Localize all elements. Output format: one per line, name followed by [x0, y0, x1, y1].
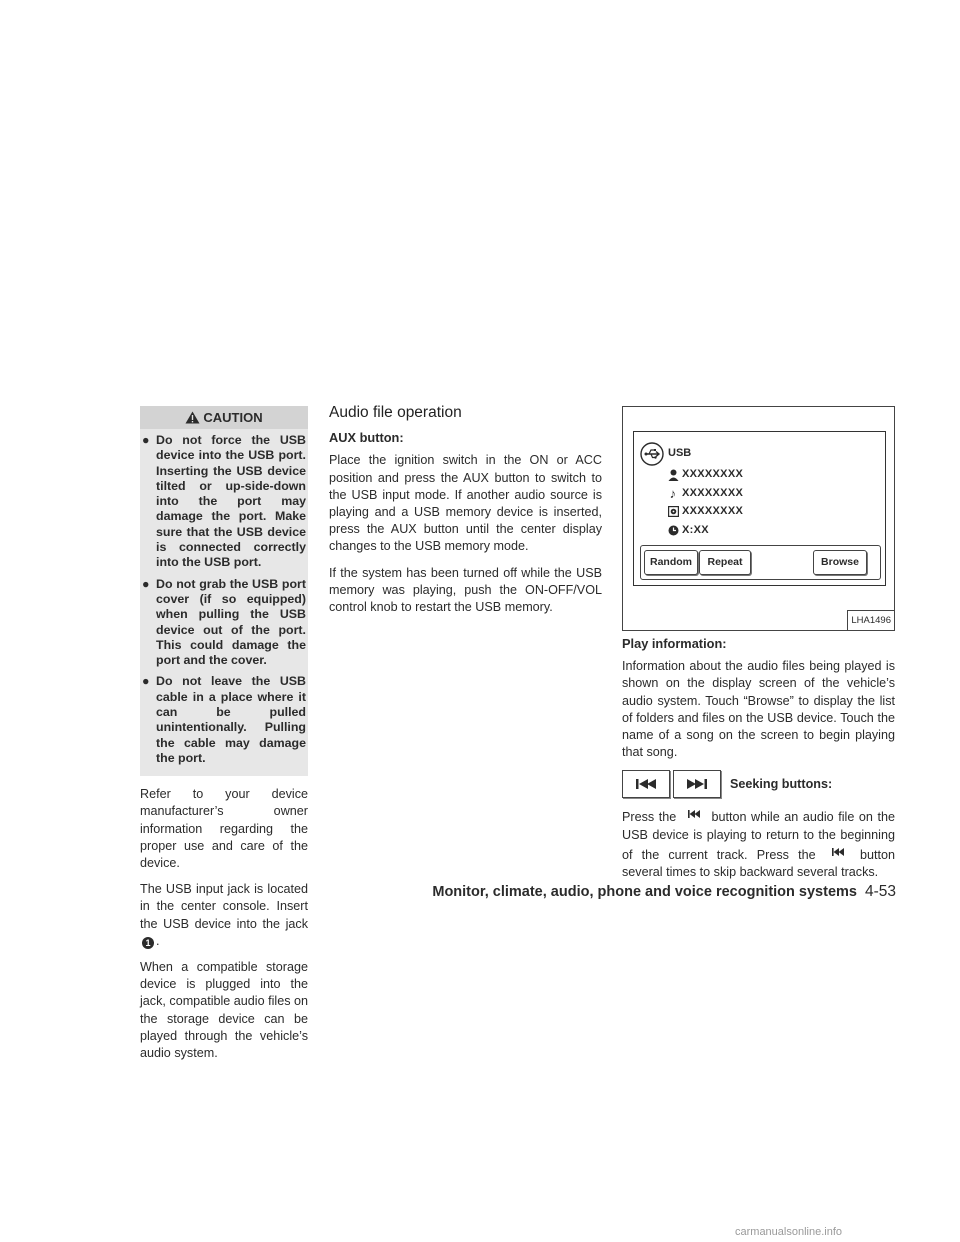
warning-icon	[185, 411, 200, 424]
caution-header	[140, 406, 308, 429]
caution-item: ● Do not force the USB device into the USB port. Inserting the USB device tilted or up-side-down into the port may damage the port. Make sure that the USB device is connected correctly into the USB port.	[142, 433, 306, 570]
skip-back-button[interactable]	[622, 770, 670, 798]
figure-code: LHA1496	[847, 610, 894, 630]
caution-list	[140, 429, 308, 766]
album-icon	[666, 506, 680, 517]
button-bar	[640, 545, 881, 580]
paragraph: The USB input jack is located in the center console. Insert the USB device into the jack1 .	[140, 882, 308, 948]
paragraph: Refer to your device manufacturer’s owner information regarding the proper use and care of the device.	[140, 787, 308, 871]
skip-forward-icon	[686, 778, 708, 790]
caution-item: ● Do not leave the USB cable in a place where it can be pulled unintentionally. Pulling the cable may damage the port.	[142, 674, 306, 765]
usb-screen-figure	[622, 406, 895, 631]
random-button[interactable]: Random	[644, 550, 698, 575]
bullet-icon: ●	[142, 576, 150, 591]
page-number: 4-53	[864, 883, 896, 900]
browse-button[interactable]: Browse	[813, 550, 867, 575]
track-row	[666, 485, 743, 502]
display-screen	[633, 431, 886, 586]
watermark: carmanualsonline.info	[735, 1226, 843, 1238]
skip-back-icon	[681, 806, 707, 823]
paragraph: If the system has been turned off while the USB memory was playing, push the ON-OFF/VOL control knob to restart the USB memory.	[329, 565, 602, 615]
caution-box	[140, 406, 308, 776]
paragraph: Press the button while an audio file on the USB device is playing to return to the beginning of the current track. Press the button several times to skip backward several tracks.	[622, 806, 895, 881]
left-column	[140, 406, 308, 1071]
usb-source-line	[640, 442, 691, 466]
middle-column	[329, 404, 602, 625]
callout-number: 1	[142, 937, 154, 949]
usb-icon	[640, 442, 664, 466]
track-value: XXXXXXXX	[682, 487, 744, 499]
album-value: XXXXXXXX	[682, 505, 744, 517]
skip-forward-button[interactable]	[673, 770, 721, 798]
clock-icon	[666, 525, 680, 536]
repeat-button[interactable]: Repeat	[699, 550, 751, 575]
paragraph: Information about the audio files being played is shown on the display screen of the vehicle’s audio system. Touch “Browse” to display the list of folders and files on the USB device. Touch the name of a song on the screen to begin playing that song.	[622, 659, 895, 760]
seek-heading: Seeking buttons:	[730, 776, 833, 791]
subheading: Play information:	[622, 636, 727, 651]
album-row	[666, 503, 743, 520]
page-footer	[420, 883, 896, 901]
caution-item: ● Do not grab the USB port cover (if so equipped) when pulling the USB device out of the port. This could damage the port and the cover.	[142, 576, 306, 668]
section-title: Audio file operation	[329, 404, 462, 421]
music-note-icon: ♪	[669, 486, 677, 501]
seek-buttons-row	[622, 770, 895, 798]
skip-back-icon	[825, 844, 851, 861]
subheading: AUX button:	[329, 430, 404, 446]
footer-section-title: Monitor, climate, audio, phone and voice recognition systems	[432, 884, 857, 900]
paragraph: Place the ignition switch in the ON or ACC position and press the AUX button to switch to the USB input mode. If another audio source is playing and a USB memory device is inserted, press the AUX button until the center display changes to the USB memory mode.	[329, 453, 602, 554]
artist-icon	[666, 469, 680, 481]
time-row	[666, 522, 709, 539]
time-value: X:XX	[682, 524, 709, 536]
bullet-icon: ●	[142, 433, 150, 447]
bullet-icon: ●	[142, 674, 150, 689]
right-column	[622, 406, 895, 890]
artist-row	[666, 466, 743, 483]
skip-back-icon	[635, 778, 657, 790]
caution-title: CAUTION	[203, 409, 263, 425]
paragraph: When a compatible storage device is plugged into the jack, compatible audio files on the storage device can be played through the vehicle’s audio system.	[140, 960, 309, 1061]
source-label: USB	[668, 447, 692, 460]
artist-value: XXXXXXXX	[682, 468, 744, 480]
